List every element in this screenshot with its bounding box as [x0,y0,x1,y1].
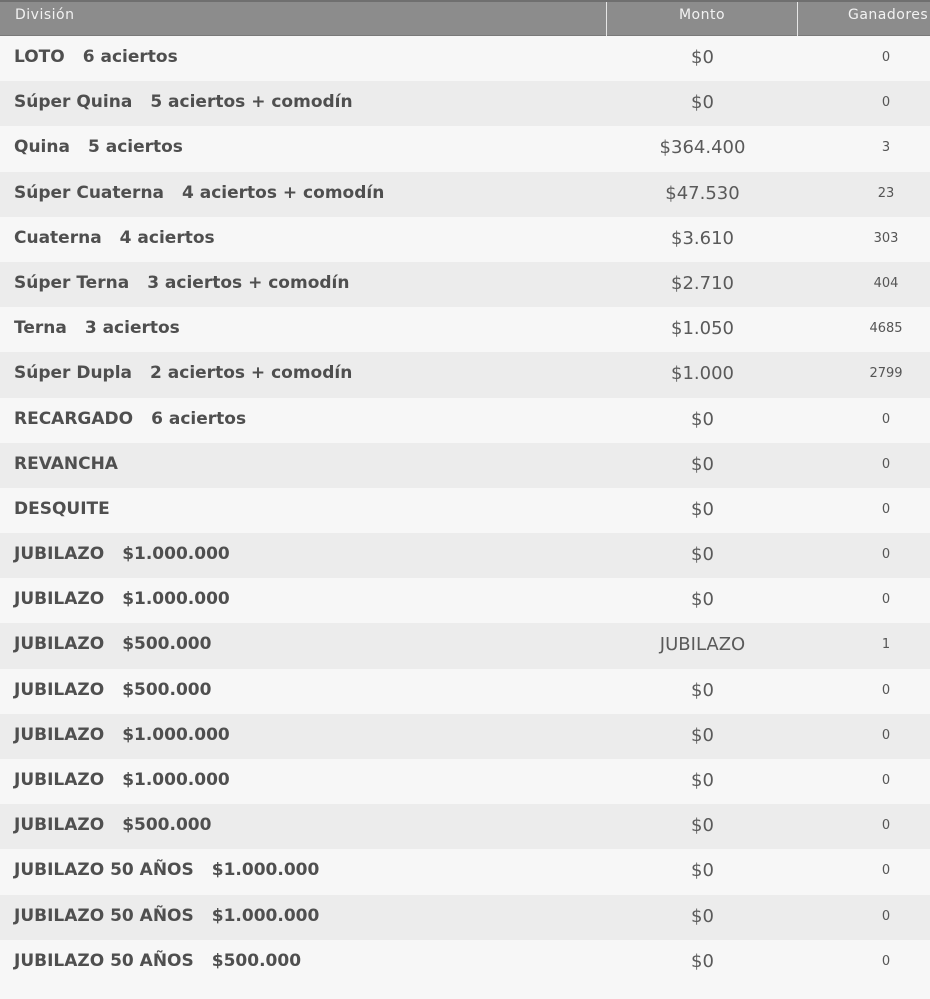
ganadores-cell: 0 [881,773,891,788]
division-name: JUBILAZO 50 AÑOS [14,950,194,971]
division-cell [14,804,211,849]
division-cell [14,623,211,668]
division-detail: $1.000.000 [122,589,230,610]
division-detail: 3 aciertos + comodín [147,272,350,293]
monto-cell: JUBILAZO [659,634,746,656]
monto-cell: $0 [691,905,714,927]
division-name: JUBILAZO [14,589,105,610]
division-name: Súper Terna [14,272,130,293]
division-name: REVANCHA [14,453,118,474]
monto-cell: $0 [691,589,714,611]
ganadores-cell: 2799 [869,366,903,382]
ganadores-cell: 0 [881,547,891,563]
monto-cell: $0 [691,453,714,475]
division-name: LOTO [14,47,65,67]
monto-cell: $1.000 [671,363,734,385]
division-name: RECARGADO [14,408,134,429]
table-row [0,895,930,940]
division-detail: $1.000.000 [211,905,320,926]
division-name: JUBILAZO [14,815,105,836]
ganadores-cell: 0 [881,411,891,427]
monto-cell: $0 [691,544,714,566]
ganadores-cell: 0 [881,456,891,472]
monto-cell: $0 [691,815,714,837]
ganadores-cell: 0 [881,863,891,879]
division-detail: $1.000.000 [211,860,320,881]
division-name: JUBILAZO [14,544,105,565]
table-row [0,36,930,81]
division-detail: 6 aciertos [82,47,178,67]
ganadores-cell: 0 [881,908,891,924]
division-cell [14,307,180,352]
division-name: Súper Cuaterna [14,182,165,203]
ganadores-cell: 404 [873,275,899,291]
division-cell [14,398,246,443]
table-header [0,0,930,36]
ganadores-cell: 0 [881,95,891,111]
division-cell [14,895,319,940]
ganadores-cell: 0 [881,818,891,834]
table-row [0,669,930,714]
division-detail: 5 aciertos [87,137,183,158]
ganadores-cell: 1 [881,637,891,653]
division-name: DESQUITE [14,498,110,519]
ganadores-cell: 0 [881,592,891,608]
monto-cell: $0 [691,47,714,68]
division-name: Súper Quina [14,92,133,113]
division-detail: 6 aciertos [151,408,247,429]
monto-cell: $0 [691,724,714,746]
division-cell [14,533,230,578]
monto-cell: $0 [691,679,714,701]
table-row [0,804,930,849]
table-row [0,81,930,126]
division-cell [14,849,319,894]
division-name: JUBILAZO [14,724,105,745]
monto-cell: $364.400 [659,137,746,159]
division-detail: $1.000.000 [122,724,230,745]
division-cell [14,126,183,171]
division-detail: 4 aciertos + comodín [182,182,385,203]
table-row [0,307,930,352]
division-name: JUBILAZO [14,634,105,655]
division-cell [14,578,230,623]
division-name: Cuaterna [14,227,102,248]
division-name: Terna [14,318,67,339]
division-name: JUBILAZO 50 AÑOS [14,860,194,881]
table-body [0,36,930,985]
monto-cell: $0 [691,860,714,882]
division-cell [14,488,128,533]
division-detail: $500.000 [122,815,212,836]
division-cell [14,172,384,217]
table-row [0,849,930,894]
monto-cell: $47.530 [665,182,740,204]
monto-cell: $0 [691,950,714,972]
ganadores-cell: 0 [881,50,891,65]
division-detail: $500.000 [122,634,212,655]
division-cell [14,81,353,126]
division-cell [14,217,215,262]
table-row [0,443,930,488]
ganadores-cell: 0 [881,953,891,969]
table-row [0,578,930,623]
monto-cell: $0 [691,92,714,114]
ganadores-cell: 3 [881,140,891,156]
division-cell [14,669,211,714]
division-cell [14,443,136,488]
table-row [0,126,930,171]
division-detail: $1.000.000 [122,544,230,565]
table-row [0,714,930,759]
monto-cell: $0 [691,770,714,791]
table-row [0,533,930,578]
division-name: JUBILAZO [14,679,105,700]
monto-cell: $1.050 [671,318,734,340]
ganadores-cell: 0 [881,501,891,517]
division-cell [14,262,349,307]
division-cell [14,759,230,804]
monto-cell: $0 [691,498,714,520]
division-detail: $500.000 [211,950,302,971]
monto-cell: $0 [691,408,714,430]
ganadores-cell: 4685 [869,321,903,337]
ganadores-cell: 303 [873,230,899,246]
monto-cell: $2.710 [671,272,734,294]
table-row [0,940,930,985]
division-name: Súper Dupla [14,363,133,384]
division-detail: $1.000.000 [122,770,230,790]
division-detail: 2 aciertos + comodín [150,363,353,384]
ganadores-cell: 0 [881,682,891,698]
column-header-ganadores: Ganadores [848,7,929,23]
division-cell [14,714,230,759]
table-row [0,488,930,533]
ganadores-cell: 0 [881,727,891,743]
division-name: Quina [14,137,70,158]
division-name: JUBILAZO [14,770,105,790]
division-detail: $500.000 [122,679,212,700]
table-row [0,398,930,443]
division-cell [14,940,301,985]
table-row [0,262,930,307]
division-cell [14,36,178,81]
table-row [0,352,930,397]
monto-cell: $3.610 [671,227,734,249]
division-cell [14,352,352,397]
ganadores-cell: 23 [877,185,895,201]
table-row [0,172,930,217]
division-detail: 4 aciertos [119,227,215,248]
division-detail: 3 aciertos [84,318,180,339]
table-row [0,623,930,668]
column-header-division: División [0,2,607,36]
column-header-monto: Monto [607,2,798,36]
division-detail: 5 aciertos + comodín [150,92,353,113]
division-name: JUBILAZO 50 AÑOS [14,905,194,926]
table-row [0,217,930,262]
table-row [0,759,930,804]
